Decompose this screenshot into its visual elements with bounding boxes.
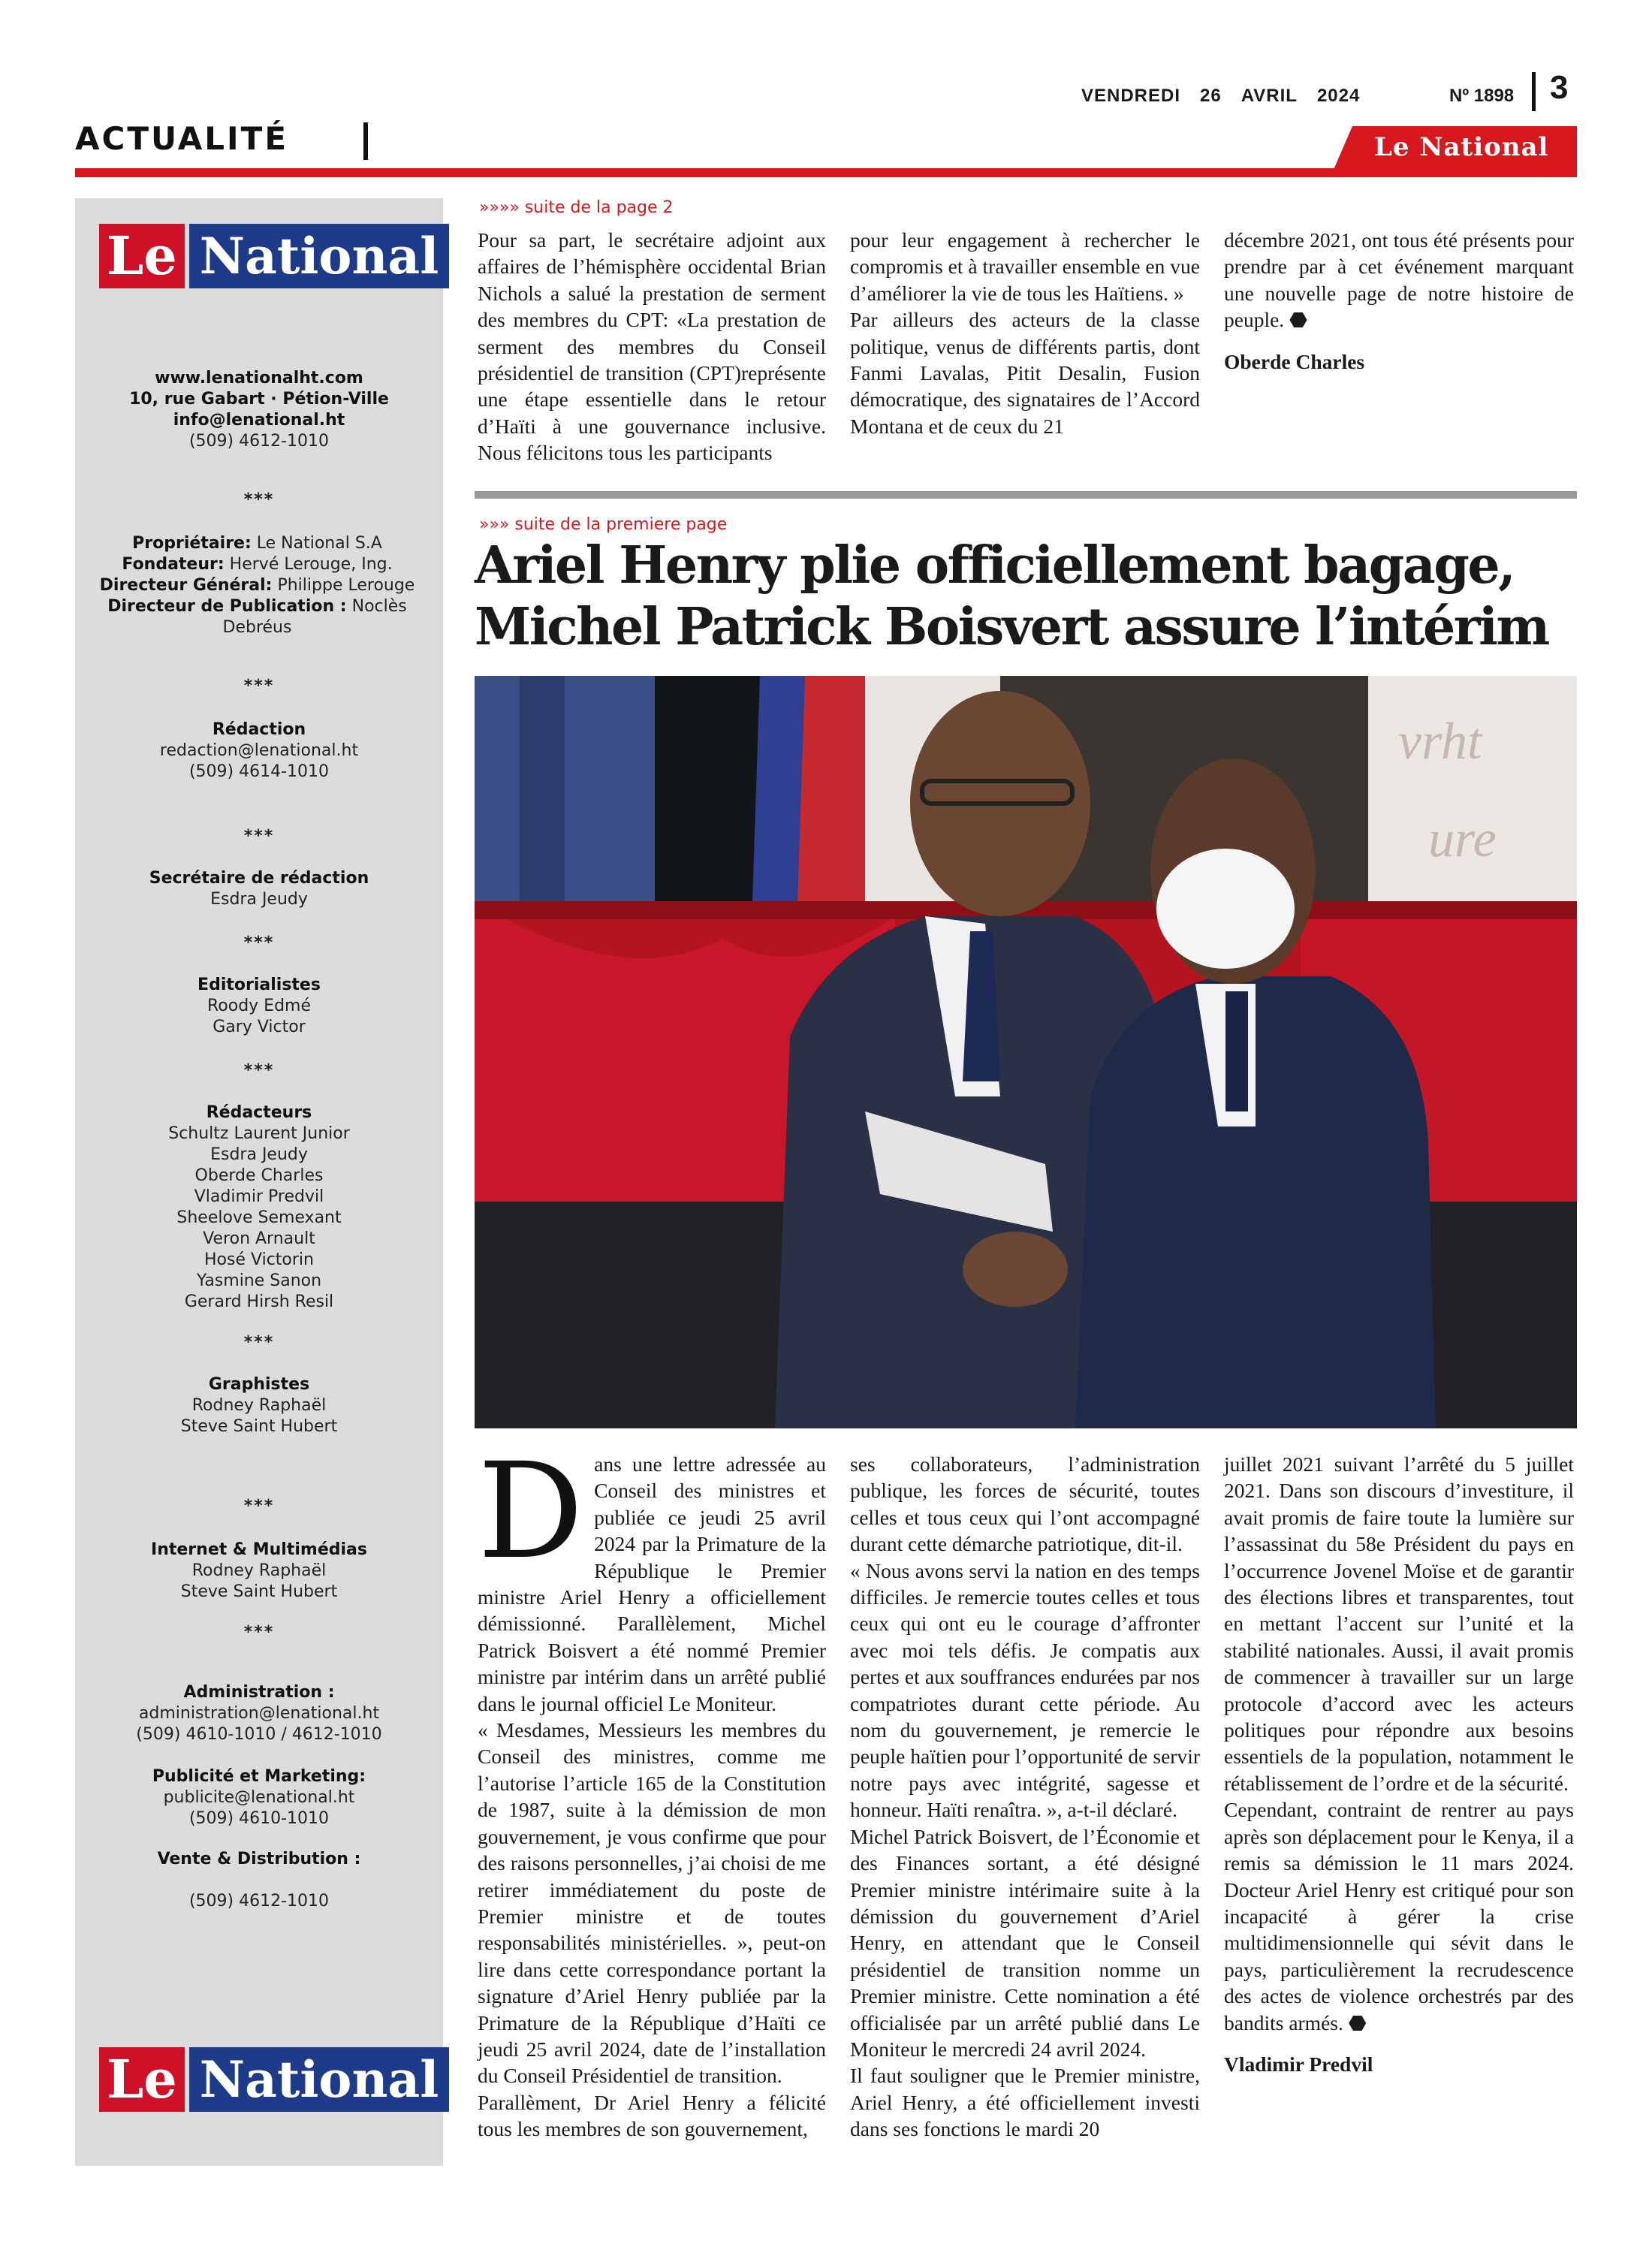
editorialiste-name: Roody Edmé bbox=[206, 997, 312, 1015]
redaction-label: Rédaction bbox=[212, 720, 306, 739]
redacteur-name: Oberde Charles bbox=[194, 1166, 324, 1185]
article-column-1 bbox=[478, 1434, 826, 2143]
separator-stars: *** bbox=[243, 1623, 275, 1642]
redacteur-name: Esdra Jeudy bbox=[210, 1145, 308, 1164]
article-paragraph: Il faut souligner que le Premier ministre, Ariel Henry, a été officiellement investi dans ses fonctions le mardi 20 bbox=[850, 2064, 1200, 2141]
admin-email: administration@lenational.ht bbox=[138, 1704, 380, 1723]
redacteur-name: Veron Arnault bbox=[203, 1229, 315, 1248]
contact-phone: (509) 4612-1010 bbox=[188, 432, 330, 451]
page-number-divider bbox=[1532, 72, 1536, 111]
pub-phone: (509) 4610-1010 bbox=[188, 1809, 330, 1828]
svg-text:ure: ure bbox=[1428, 810, 1497, 868]
drop-cap: D bbox=[478, 1434, 584, 1588]
logo-national: National bbox=[189, 224, 450, 288]
contact-block bbox=[75, 368, 443, 452]
redacteur-name: Yasmine Sanon bbox=[196, 1271, 322, 1290]
article-continuation-label: »»» suite de la premiere page bbox=[479, 515, 728, 534]
separator-stars: *** bbox=[243, 1333, 275, 1352]
admin-block bbox=[75, 1682, 443, 1745]
graphiste-name: Rodney Raphaël bbox=[191, 1396, 327, 1415]
graphiste-name: Steve Saint Hubert bbox=[180, 1417, 338, 1436]
ownership-block bbox=[75, 533, 439, 638]
website: www.lenationalht.com bbox=[155, 369, 363, 388]
continuation-column-2 bbox=[850, 227, 1200, 439]
logo-le: Le bbox=[99, 2047, 185, 2112]
section-separator bbox=[475, 491, 1577, 499]
separator-stars: *** bbox=[243, 1497, 275, 1516]
issue-date bbox=[1081, 86, 1379, 107]
logo-top bbox=[99, 224, 449, 288]
secretaire-label: Secrétaire de rédaction bbox=[149, 869, 369, 888]
fondateur: Hervé Lerouge, Ing. bbox=[229, 555, 393, 574]
article-column-2 bbox=[850, 1451, 1200, 2143]
article-headline: Ariel Henry plie officiellement bagage, Michel Patrick Boisvert assure l’intérim bbox=[475, 535, 1548, 657]
redacteurs-block bbox=[75, 1102, 443, 1313]
redaction-phone: (509) 4614-1010 bbox=[188, 762, 330, 781]
redacteur-name: Sheelove Semexant bbox=[176, 1208, 342, 1227]
logo-bottom bbox=[99, 2047, 449, 2112]
graphistes-block bbox=[75, 1374, 443, 1437]
proprietaire-label: Propriétaire: bbox=[132, 534, 252, 553]
date-month: AVRIL bbox=[1241, 86, 1298, 106]
separator-stars: *** bbox=[243, 490, 275, 509]
fondateur-label: Fondateur: bbox=[122, 555, 225, 574]
redacteur-name: Gerard Hirsh Resil bbox=[184, 1292, 334, 1311]
article-paragraph: Cependant, contraint de rentrer au pays après son déplacement pour le Kenya, il a remis sa démission le 11 mars 2024. Docteur Ariel Henry est critiqué pour son incapacité à gérer la crise multidimensionnelle qui sévit dans le pays, particulièrement la recrudescence des actes de violence orchestrés par des bandits armés. ⬣ bbox=[1224, 1798, 1574, 2034]
redacteurs-label: Rédacteurs bbox=[206, 1103, 312, 1122]
editorialiste-name: Gary Victor bbox=[213, 1018, 306, 1036]
vente-phone: (509) 4612-1010 bbox=[188, 1892, 330, 1911]
dg-label: Directeur Général: bbox=[99, 576, 273, 595]
brand-tab-label: Le National bbox=[1374, 132, 1549, 162]
article-photo bbox=[475, 676, 1577, 1428]
article-paragraph: ses collaborateurs, l’administration publique, les forces de sécurité, toutes celles et tous ceux qui l’ont accompagné durant cette démarche patriotique, dit-il. bbox=[850, 1452, 1200, 1556]
article-paragraph: Michel Patrick Boisvert, de l’Économie et des Finances sortant, a été désigné Premier ministre intérimaire suite à la démission du gouvernement d’Ariel Henry, en attendant que le Conseil présidentiel de transition nomme un Premier ministre. Cette nomination a été officialisée par un arrêté publié dans Le Moniteur le mercredi 24 avril 2024. bbox=[850, 1824, 1200, 2061]
issue-number: Nº 1898 bbox=[1449, 86, 1515, 106]
article-paragraph: juillet 2021 suivant l’arrêté du 5 juillet 2021. Dans son discours d’investiture, il avait promis de faire toute la lumière sur l’assassinat du 58e Président du pays en l’occurrence Jovenel Moïse et de garantir des élections libres et transparentes, tout en mettant l’accent sur l’unité et la stabilité nationales. Aussi, il avait promis de commencer à travailler sur un large protocole d’accord avec les acteurs politiques pour répondre aux besoins essentiels de la population, notamment le rétablissement de l’ordre et de la sécurité. bbox=[1224, 1452, 1574, 1795]
redacteur-name: Vladimir Predvil bbox=[194, 1187, 324, 1206]
article-paragraph: Parallèment, Dr Ariel Henry a félicité tous les membres de son gouvernement, bbox=[478, 2090, 826, 2141]
vente-block bbox=[75, 1849, 443, 1912]
header-rule bbox=[75, 168, 1577, 177]
continuation-paragraph: Pour sa part, le secrétaire adjoint aux affaires de l’hémisphère occidental Brian Nichols a salué la prestation de serment des membres du CPT: «La prestation de serment des membres du Conseil présidentiel de transition (CPT)représente une étape essentielle dans le retour d’Haïti à une gouvernance inclusive. Nous félicitons tous les participants bbox=[478, 228, 826, 465]
logo-national: National bbox=[189, 2047, 450, 2112]
page-number: 3 bbox=[1550, 69, 1569, 106]
dp: Noclès Debréus bbox=[222, 597, 407, 637]
continuation-column-3 bbox=[1224, 227, 1574, 375]
article-lead-text: ans une lettre adressée au Conseil des ministres et publiée ce jeudi 25 avril 2024 par la Primature de la République le Premier ministre Ariel Henry a officiellement démissionné. Parallèlement, Michel Patrick Boisvert a été nommé Premier ministre par intérim dans un arrêté publié dans le journal officiel Le Moniteur. bbox=[478, 1452, 826, 1715]
date-number: 26 bbox=[1200, 86, 1222, 106]
article-signature: Vladimir Predvil bbox=[1224, 2052, 1373, 2076]
photo-illustration bbox=[475, 676, 1577, 1428]
admin-phone: (509) 4610-1010 / 4612-1010 bbox=[136, 1725, 382, 1744]
internet-label: Internet & Multimédias bbox=[151, 1540, 367, 1559]
redaction-block bbox=[75, 719, 443, 783]
dp-label: Directeur de Publication : bbox=[107, 597, 347, 616]
date-day: VENDREDI bbox=[1081, 86, 1181, 106]
article-paragraph: « Mesdames, Messieurs les membres du Conseil des ministres, comme me l’autorise l’article 165 de la Constitution de 1987, suite à la démission de mon gouvernement, je vous confirme que pour des raisons personnelles, j’ai choisi de me retirer immédiatement du poste de Premier ministre et de toutes responsabilités ministérielles. », peut-on lire dans cette correspondance portant la signature d’Ariel Henry publiée par la Primature de la République d’Haïti ce jeudi 25 avril 2024, date de l’installation du Conseil Présidentiel de transition. bbox=[478, 1718, 826, 2088]
continuation-paragraph: décembre 2021, ont tous été présents pour prendre par à cet événement marquant une nouvelle page de notre histoire de peuple. ⬣ bbox=[1224, 228, 1574, 332]
section-title: ACTUALITÉ bbox=[75, 120, 289, 157]
address: 10, rue Gabart · Pétion-Ville bbox=[129, 390, 389, 409]
continuation-signature: Oberde Charles bbox=[1224, 349, 1365, 373]
article-paragraph: « Nous avons servi la nation en des temps difficiles. Je remercie toutes celles et tous ceux qui ont eu le courage d’affronter avec moi tels défis. Je compatis aux pertes et aux souffrances endurées par nos compatriotes durant cette période. Au nom du gouvernement, je remercie le peuple haïtien pour l’opportunité de servir notre pays avec intégrité, sagesse et honneur. Haïti renaîtra. », a-t-il déclaré. bbox=[850, 1558, 1200, 1822]
article-lead-paragraph bbox=[478, 1434, 826, 1717]
continuation-column-1 bbox=[478, 227, 826, 466]
continuation-paragraph: Par ailleurs des acteurs de la classe politique, venus de différents partis, dont Fanmi Lavalas, Pitit Desalin, Fusion démocratique, des signataires de l’Accord Montana et de ceux du 21 bbox=[850, 308, 1200, 438]
dg: Philippe Lerouge bbox=[277, 576, 415, 595]
svg-text:vrht: vrht bbox=[1398, 713, 1482, 771]
separator-stars: *** bbox=[243, 827, 275, 846]
section-divider bbox=[363, 122, 368, 160]
pub-label: Publicité et Marketing: bbox=[152, 1767, 366, 1786]
internet-name: Steve Saint Hubert bbox=[180, 1582, 338, 1601]
date-year: 2024 bbox=[1316, 86, 1361, 106]
proprietaire: Le National S.A bbox=[256, 534, 382, 553]
redacteur-name: Hosé Victorin bbox=[204, 1250, 314, 1269]
editorialistes-block bbox=[75, 975, 443, 1038]
pub-block bbox=[75, 1766, 443, 1829]
continuation-paragraph: pour leur engagement à rechercher le compromis et à travailler ensemble en vue d’améliorer la vie de tous les Haïtiens. » bbox=[850, 228, 1200, 305]
article-column-3 bbox=[1224, 1451, 1574, 2077]
editorialistes-label: Editorialistes bbox=[197, 976, 321, 994]
admin-label: Administration : bbox=[183, 1683, 335, 1702]
graphistes-label: Graphistes bbox=[208, 1375, 310, 1394]
continuation-label: »»»» suite de la page 2 bbox=[479, 198, 674, 217]
separator-stars: *** bbox=[243, 933, 275, 952]
secretaire-block bbox=[75, 868, 443, 910]
internet-block bbox=[75, 1540, 443, 1603]
pub-email: publicite@lenational.ht bbox=[163, 1788, 355, 1807]
internet-name: Rodney Raphaël bbox=[191, 1561, 327, 1580]
contact-email: info@lenational.ht bbox=[173, 411, 345, 430]
logo-le: Le bbox=[99, 224, 185, 288]
redaction-email: redaction@lenational.ht bbox=[159, 741, 359, 760]
vente-label: Vente & Distribution : bbox=[157, 1850, 361, 1868]
redacteur-name: Schultz Laurent Junior bbox=[168, 1124, 350, 1143]
secretaire-name: Esdra Jeudy bbox=[210, 890, 308, 909]
separator-stars: *** bbox=[243, 677, 275, 695]
separator-stars: *** bbox=[243, 1061, 275, 1080]
